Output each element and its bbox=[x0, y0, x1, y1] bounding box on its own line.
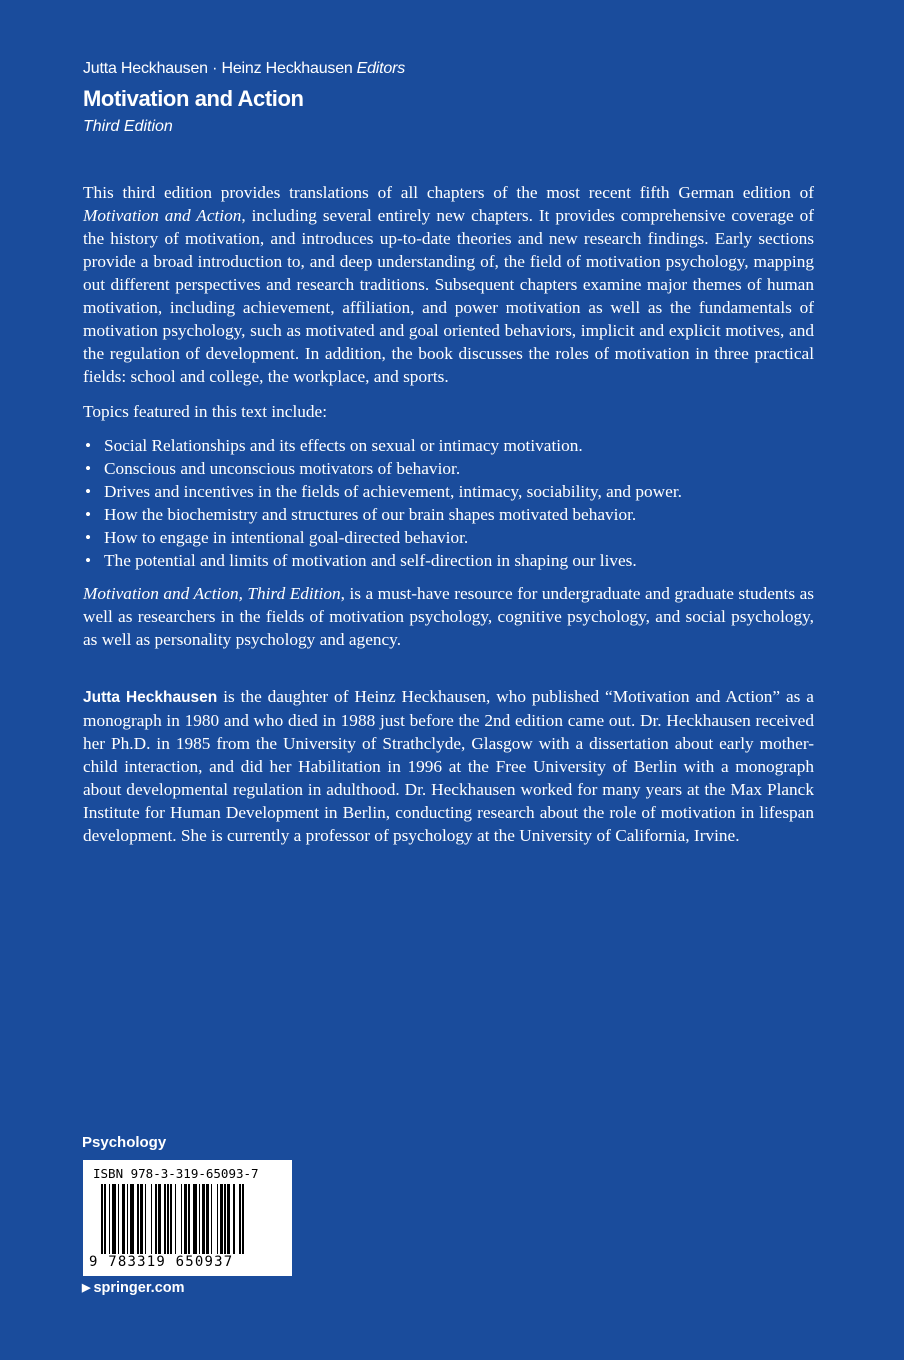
editor-names: Jutta Heckhausen · Heinz Heckhausen bbox=[83, 60, 353, 77]
bio-text: is the daughter of Heinz Heckhausen, who published “Motivation and Action” as a monograph in 1980 and who died in 1988 just before the 2nd edition came out. Dr. Heckhausen received her Ph.D. in 1985 from the University of Strathclyde, Glasgow with a dissertation about early mother-child interaction, and did her Habilitation in 1996 at the Free University of Berlin with a monograph about developmental regulation in adulthood. Dr. Heckhausen worked for many years at the Max Planck Institute for Human Development in Berlin, conducting research about the role of motivation in lifespan development. She is currently a professor of psychology at the University of California, Irvine. bbox=[83, 687, 814, 845]
barcode-digits: 9 783319 650937 bbox=[89, 1254, 234, 1270]
isbn-number: ISBN 978-3-319-65093-7 bbox=[93, 1166, 259, 1181]
topic-item: • Conscious and unconscious motivators of behavior. bbox=[83, 457, 814, 480]
bio-author-name: Jutta Heckhausen bbox=[83, 689, 218, 706]
topic-item: • How the biochemistry and structures of our brain shapes motivated behavior. bbox=[83, 503, 814, 526]
summary-paragraph bbox=[83, 582, 814, 651]
intro-paragraph bbox=[83, 181, 814, 388]
isbn-barcode bbox=[83, 1160, 292, 1276]
editors-role: Editors bbox=[356, 60, 406, 77]
publisher-website[interactable] bbox=[82, 1280, 185, 1296]
triangle-arrow-icon: ▶ bbox=[82, 1282, 91, 1294]
intro-text-1: This third edition provides translations of all chapters of the most recent fifth German edition of bbox=[83, 183, 814, 202]
website-label: springer.com bbox=[93, 1280, 185, 1296]
subject-category: Psychology bbox=[82, 1134, 167, 1151]
summary-book-title: Motivation and Action, Third Edition bbox=[83, 584, 341, 603]
topics-label: Topics featured in this text include: bbox=[83, 402, 328, 421]
topic-item: • Drives and incentives in the fields of achievement, intimacy, sociability, and power. bbox=[83, 480, 814, 503]
topic-item: • The potential and limits of motivation and self-direction in shaping our lives. bbox=[83, 549, 814, 572]
book-edition: Third Edition bbox=[83, 118, 173, 135]
summary-text: , is a must-have resource for undergraduate and graduate students as well as researchers in the fields of motivation psychology, cognitive psychology, and social psychology, as well as personality psychology and agency. bbox=[83, 584, 814, 649]
barcode-bars bbox=[101, 1184, 279, 1254]
barcode-bar bbox=[242, 1184, 244, 1254]
book-title: Motivation and Action bbox=[83, 86, 304, 111]
editors-line bbox=[83, 60, 405, 78]
intro-text-2: , including several entirely new chapters. It provides comprehensive coverage of the history of motivation, and introduces up-to-date theories and new research findings. Early sections provide a broad introduction to, and deep understanding of, the field of motivation psychology, mapping out different perspectives and research traditions. Subsequent chapters examine major themes of human motivation, including achievement, affiliation, and power motivation as well as the fundamentals of motivation psychology, such as motivated and goal oriented behaviors, implicit and explicit motives, and the regulation of development. In addition, the book discusses the roles of motivation in three practical fields: school and college, the workplace, and sports. bbox=[83, 206, 814, 386]
topic-item: • How to engage in intentional goal-directed behavior. bbox=[83, 526, 814, 549]
author-bio bbox=[83, 685, 814, 847]
topic-item: • Social Relationships and its effects on sexual or intimacy motivation. bbox=[83, 434, 814, 457]
intro-book-title: Motivation and Action bbox=[83, 206, 242, 225]
topics-list bbox=[83, 434, 814, 572]
